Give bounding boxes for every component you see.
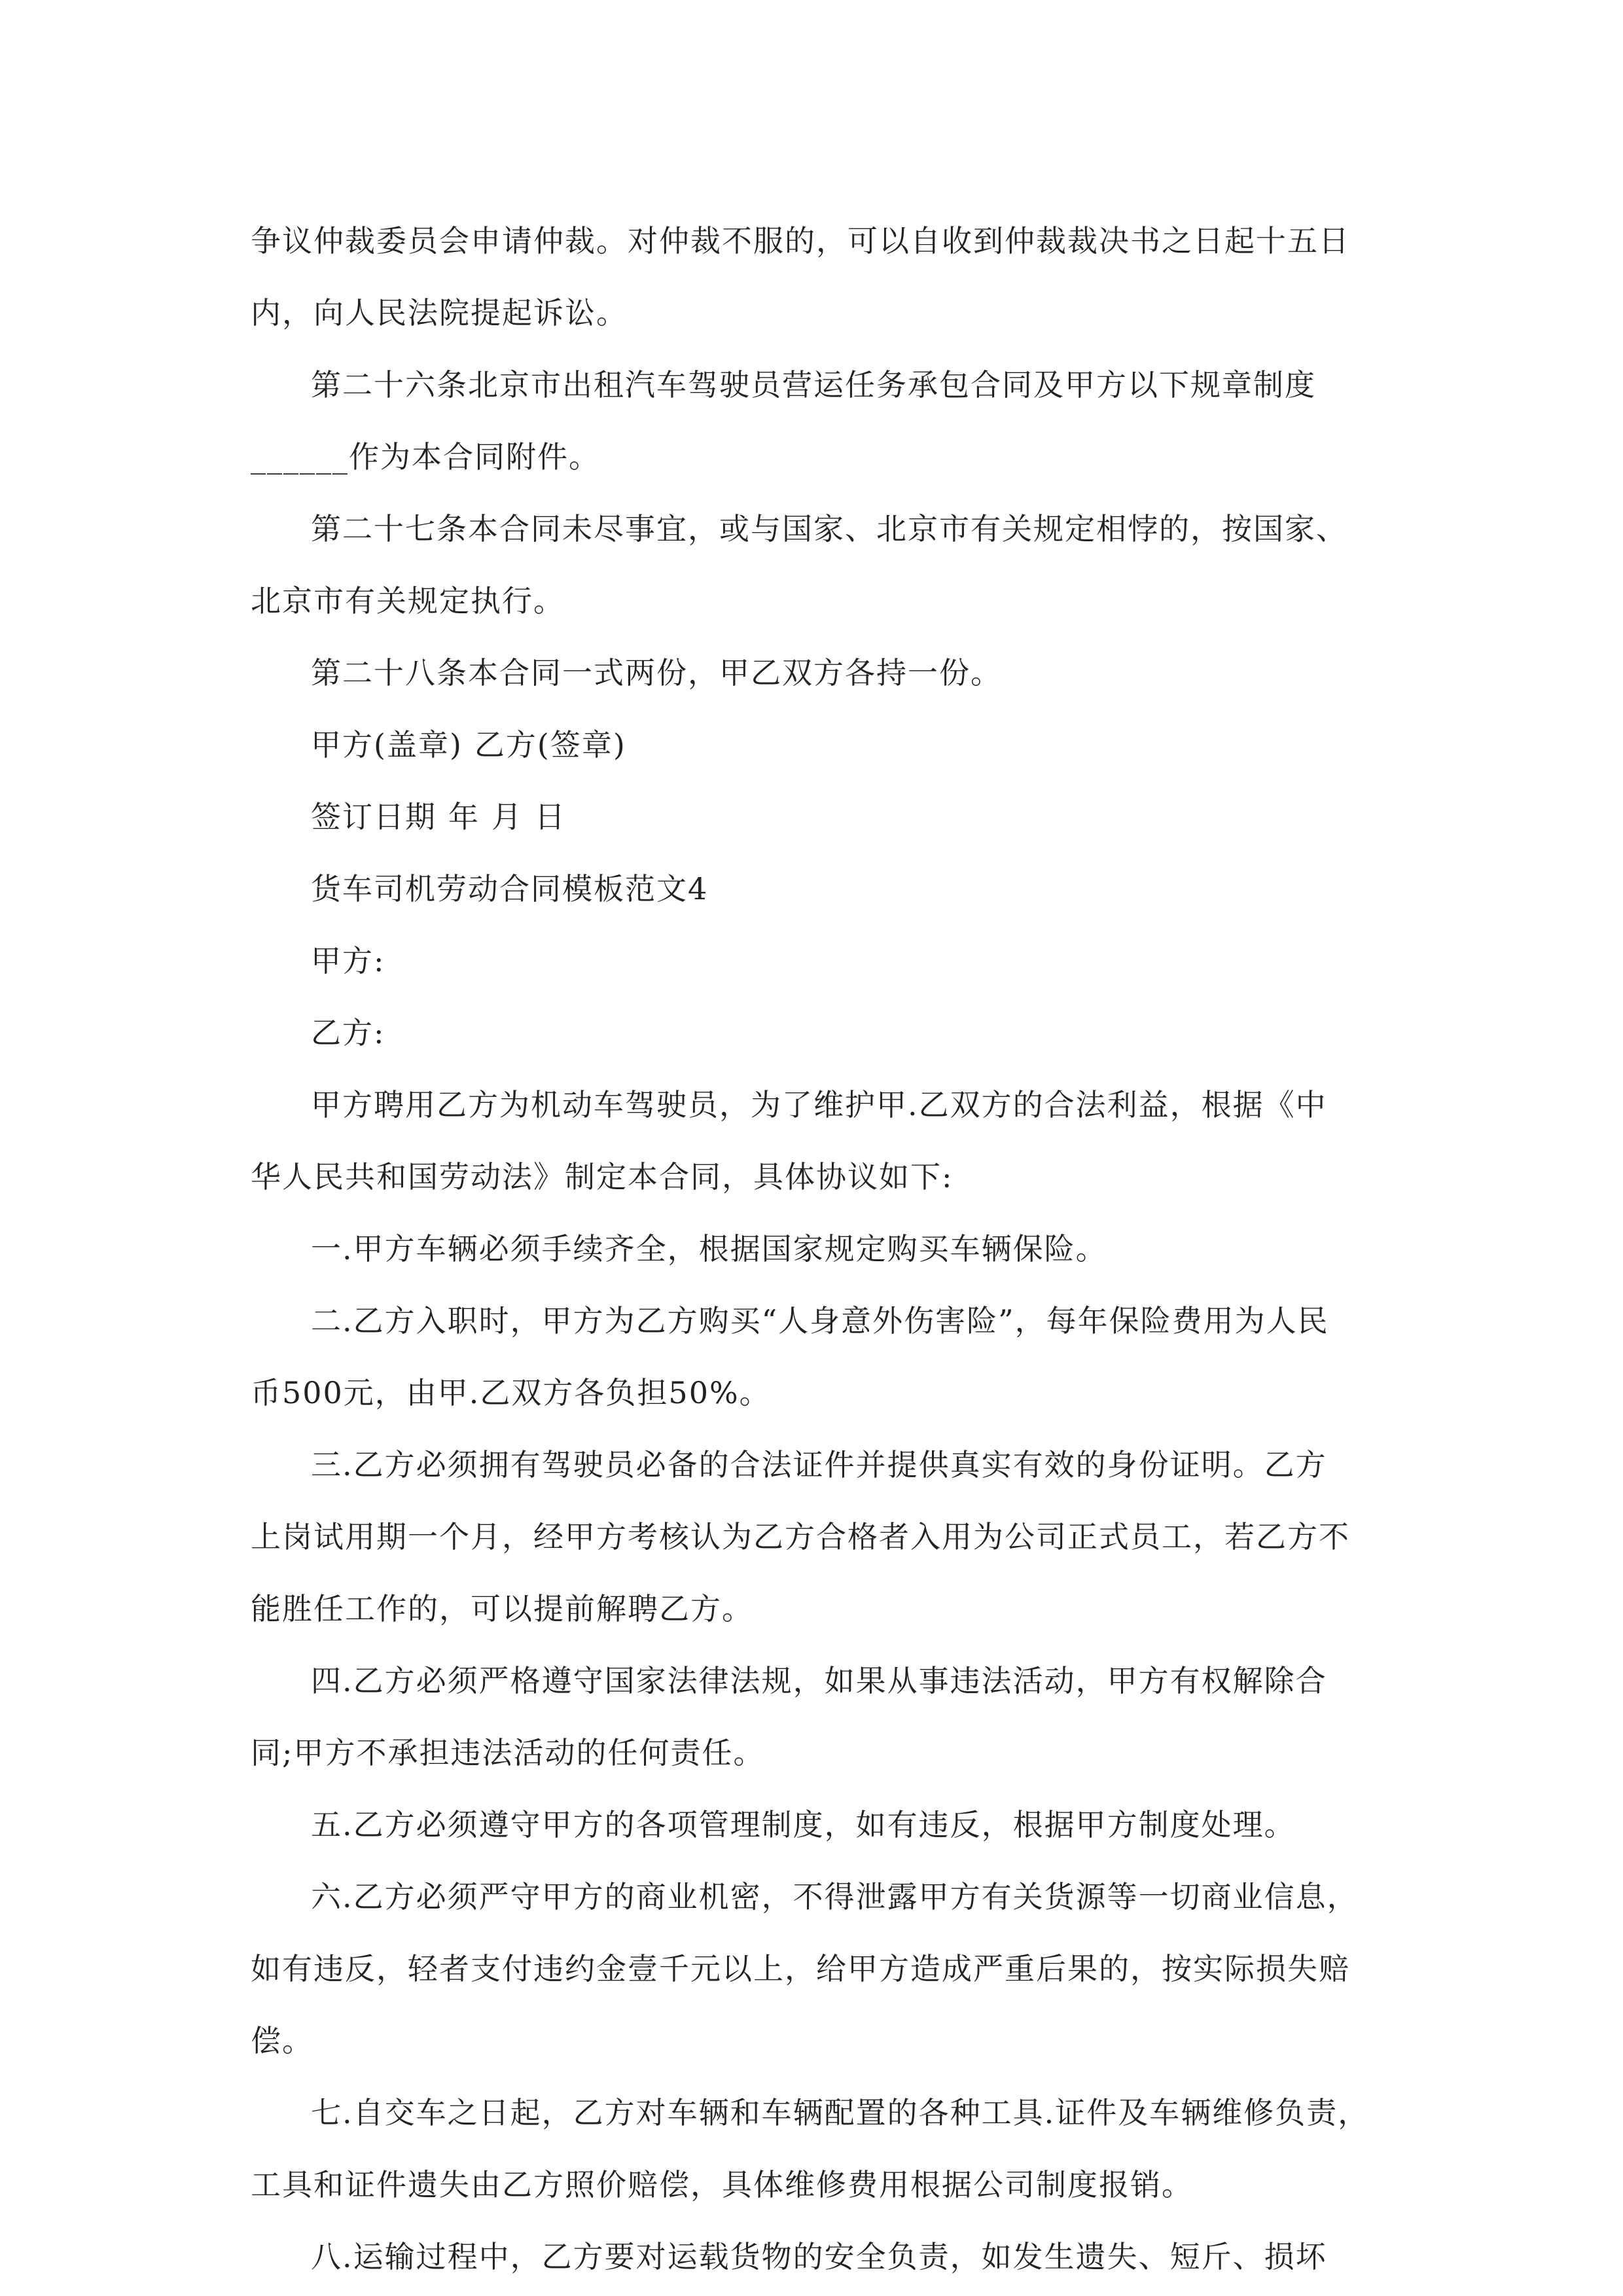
text-line: 六.乙方必须严守甲方的商业机密，不得泄露甲方有关货源等一切商业信息， (311, 1879, 1359, 1914)
clause-5 (251, 1789, 1389, 1861)
clause-3 (251, 1429, 1389, 1645)
text-line: 二.乙方入职时，甲方为乙方购买“人身意外伤害险”，每年保险费用为人民 (311, 1303, 1329, 1338)
text-line: 第二十八条本合同一式两份，甲乙双方各持一份。 (311, 655, 1002, 691)
text-line: 三.乙方必须拥有驾驶员必备的合法证件并提供真实有效的身份证明。乙方 (311, 1447, 1327, 1482)
text-line: 争议仲裁委员会申请仲裁。对仲裁不服的，可以自收到仲裁裁决书之日起十五日 (251, 223, 1350, 259)
text-line: 第二十六条北京市出租汽车驾驶员营运任务承包合同及甲方以下规章制度 (311, 367, 1316, 403)
clause-4 (251, 1645, 1389, 1789)
sign-date-month: 月 (491, 799, 523, 834)
text-line: 甲方聘用乙方为机动车驾驶员，为了维护甲.乙双方的合法利益，根据《中 (311, 1087, 1327, 1122)
paragraph-intro (251, 1069, 1389, 1213)
signature-line (251, 709, 1389, 781)
text-line: 四.乙方必须严格遵守国家法律法规，如果从事违法活动，甲方有权解除合 (311, 1663, 1327, 1698)
text-line: 华人民共和国劳动法》制定本合同，具体协议如下: (251, 1159, 954, 1194)
text-line: 如有违反，轻者支付违约金壹千元以上，给甲方造成严重后果的，按实际损失赔 (251, 1951, 1350, 1986)
text-line: 上岗试用期一个月，经甲方考核认为乙方合格者入用为公司正式员工，若乙方不 (251, 1519, 1350, 1554)
paragraph-article-26 (251, 349, 1389, 493)
text-line: 能胜任工作的，可以提前解聘乙方。 (251, 1591, 753, 1626)
party-a-seal: 甲方(盖章) (311, 727, 463, 762)
sign-date-line (251, 781, 1389, 853)
section-title: 货车司机劳动合同模板范文4 (311, 871, 709, 906)
party-a-label: 甲方: (311, 943, 385, 978)
paragraph-article-28 (251, 637, 1389, 709)
text-line: 七.自交车之日起，乙方对车辆和车辆配置的各种工具.证件及车辆维修负责， (311, 2095, 1370, 2130)
sign-date-year: 年 (448, 799, 480, 834)
sign-date-label: 签订日期 (311, 799, 437, 834)
text-line: 北京市有关规定执行。 (251, 583, 565, 619)
party-b-label: 乙方: (311, 1015, 385, 1050)
clause-6 (251, 1861, 1389, 2077)
clause-7 (251, 2077, 1389, 2221)
text-line: 工具和证件遗失由乙方照价赔偿，具体维修费用根据公司制度报销。 (251, 2167, 1193, 2202)
clause-2 (251, 1285, 1389, 1429)
text-line: 币500元，由甲.乙双方各负担50%。 (251, 1375, 771, 1410)
text-line: 一.甲方车辆必须手续齐全，根据国家规定购买车辆保险。 (311, 1231, 1107, 1266)
paragraph-article-27 (251, 493, 1389, 637)
text-line: 偿。 (251, 2023, 313, 2058)
text-line: 八.运输过程中，乙方要对运载货物的安全负责，如发生遗失、短斤、损坏 (311, 2239, 1327, 2274)
sign-date-day: 日 (535, 799, 566, 834)
text-line: 内，向人民法院提起诉讼。 (251, 295, 628, 331)
text-line: 五.乙方必须遵守甲方的各项管理制度，如有违反，根据甲方制度处理。 (311, 1807, 1296, 1842)
text-line: 第二十七条本合同未尽事宜，或与国家、北京市有关规定相悖的，按国家、 (311, 511, 1347, 547)
clause-1 (251, 1213, 1389, 1285)
paragraph-arbitration (251, 205, 1389, 349)
document-body (251, 205, 1389, 2293)
party-b-signature: 乙方(签章) (474, 727, 626, 762)
text-line: 同;甲方不承担违法活动的任何责任。 (251, 1735, 765, 1770)
text-line: ______作为本合同附件。 (251, 439, 600, 475)
clause-8 (251, 2221, 1389, 2293)
